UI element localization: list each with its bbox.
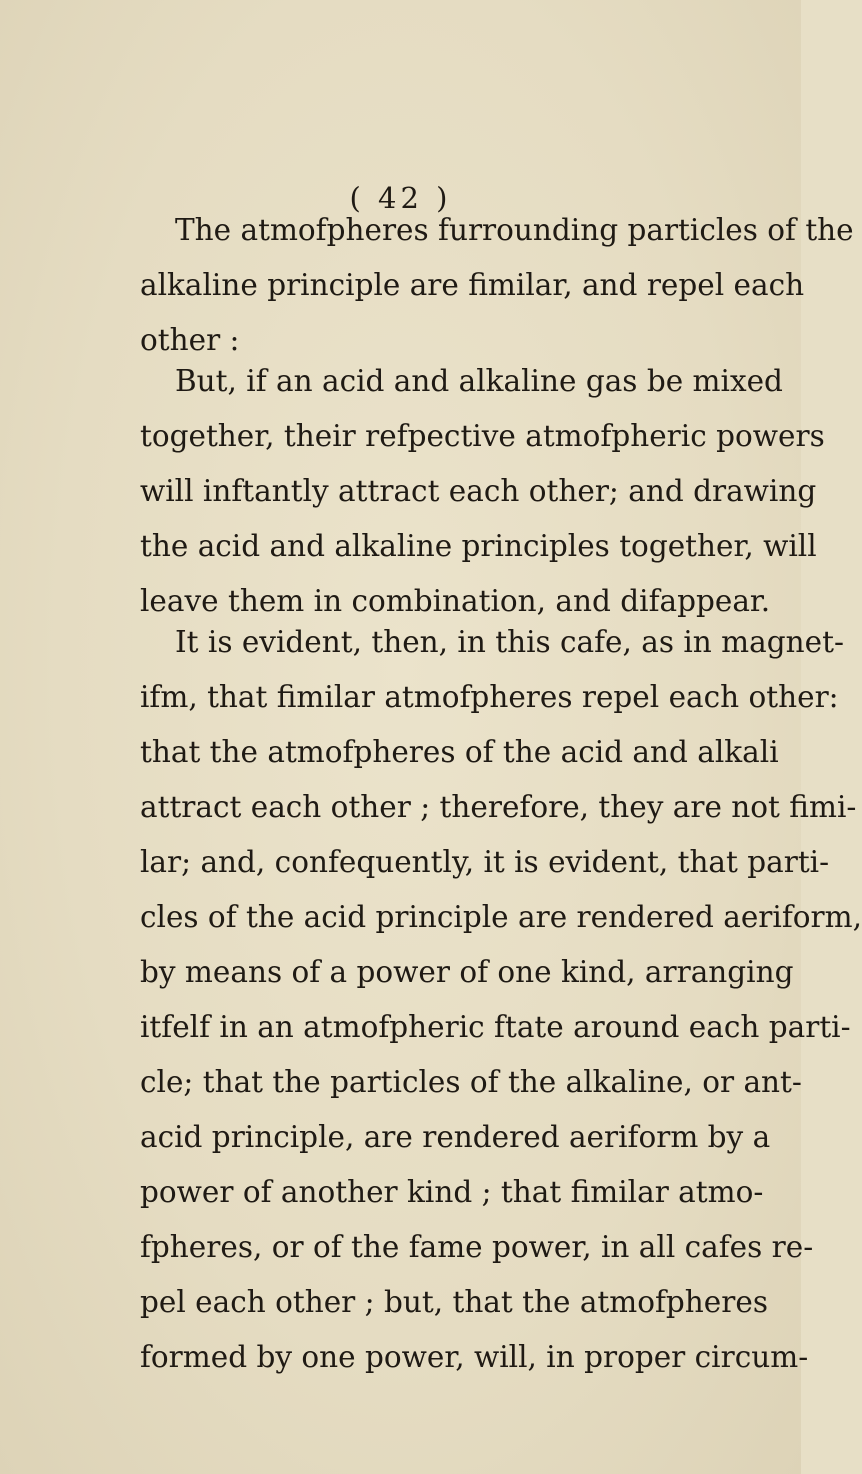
- text-line: pel each other ; but, that the atmofpheres: [140, 1285, 768, 1319]
- paragraph-2: [140, 354, 825, 629]
- text-line: formed by one power, will, in proper circum-: [140, 1340, 809, 1374]
- text-line: ifm, that fimilar atmofpheres repel each other:: [140, 680, 839, 714]
- text-line: But, if an acid and alkaline gas be mixed: [175, 364, 783, 398]
- text-line: The atmofpheres furrounding particles of the: [175, 213, 854, 247]
- text-line: by means of a power of one kind, arranging: [140, 955, 794, 989]
- text-line: attract each other ; therefore, they are not fimi-: [140, 790, 857, 824]
- text-line: cle; that the particles of the alkaline, or ant-: [140, 1065, 802, 1099]
- paragraph-3: [140, 615, 862, 1385]
- text-line: that the atmofpheres of the acid and alkali: [140, 735, 779, 769]
- text-line: It is evident, then, in this cafe, as in magnet-: [175, 625, 844, 659]
- text-line: cles of the acid principle are rendered aeriform,: [140, 900, 862, 934]
- text-line: the acid and alkaline principles together, will: [140, 529, 817, 563]
- text-line: will inftantly attract each other; and drawing: [140, 474, 817, 508]
- paragraph-1: [140, 203, 854, 368]
- text-line: alkaline principle are fimilar, and repel each: [140, 268, 805, 302]
- text-line: together, their refpective atmofpheric powers: [140, 419, 825, 453]
- text-line: acid principle, are rendered aeriform by a: [140, 1120, 771, 1154]
- text-line: power of another kind ; that fimilar atmo-: [140, 1175, 764, 1209]
- text-line: other :: [140, 323, 240, 357]
- text-line: itfelf in an atmofpheric ftate around each parti-: [140, 1010, 851, 1044]
- page-number: ( 42 ): [349, 181, 452, 215]
- text-line: leave them in combination, and difappear.: [140, 584, 771, 618]
- text-line: lar; and, confequently, it is evident, that parti-: [140, 845, 830, 879]
- text-line: fpheres, or of the fame power, in all cafes re-: [140, 1230, 814, 1264]
